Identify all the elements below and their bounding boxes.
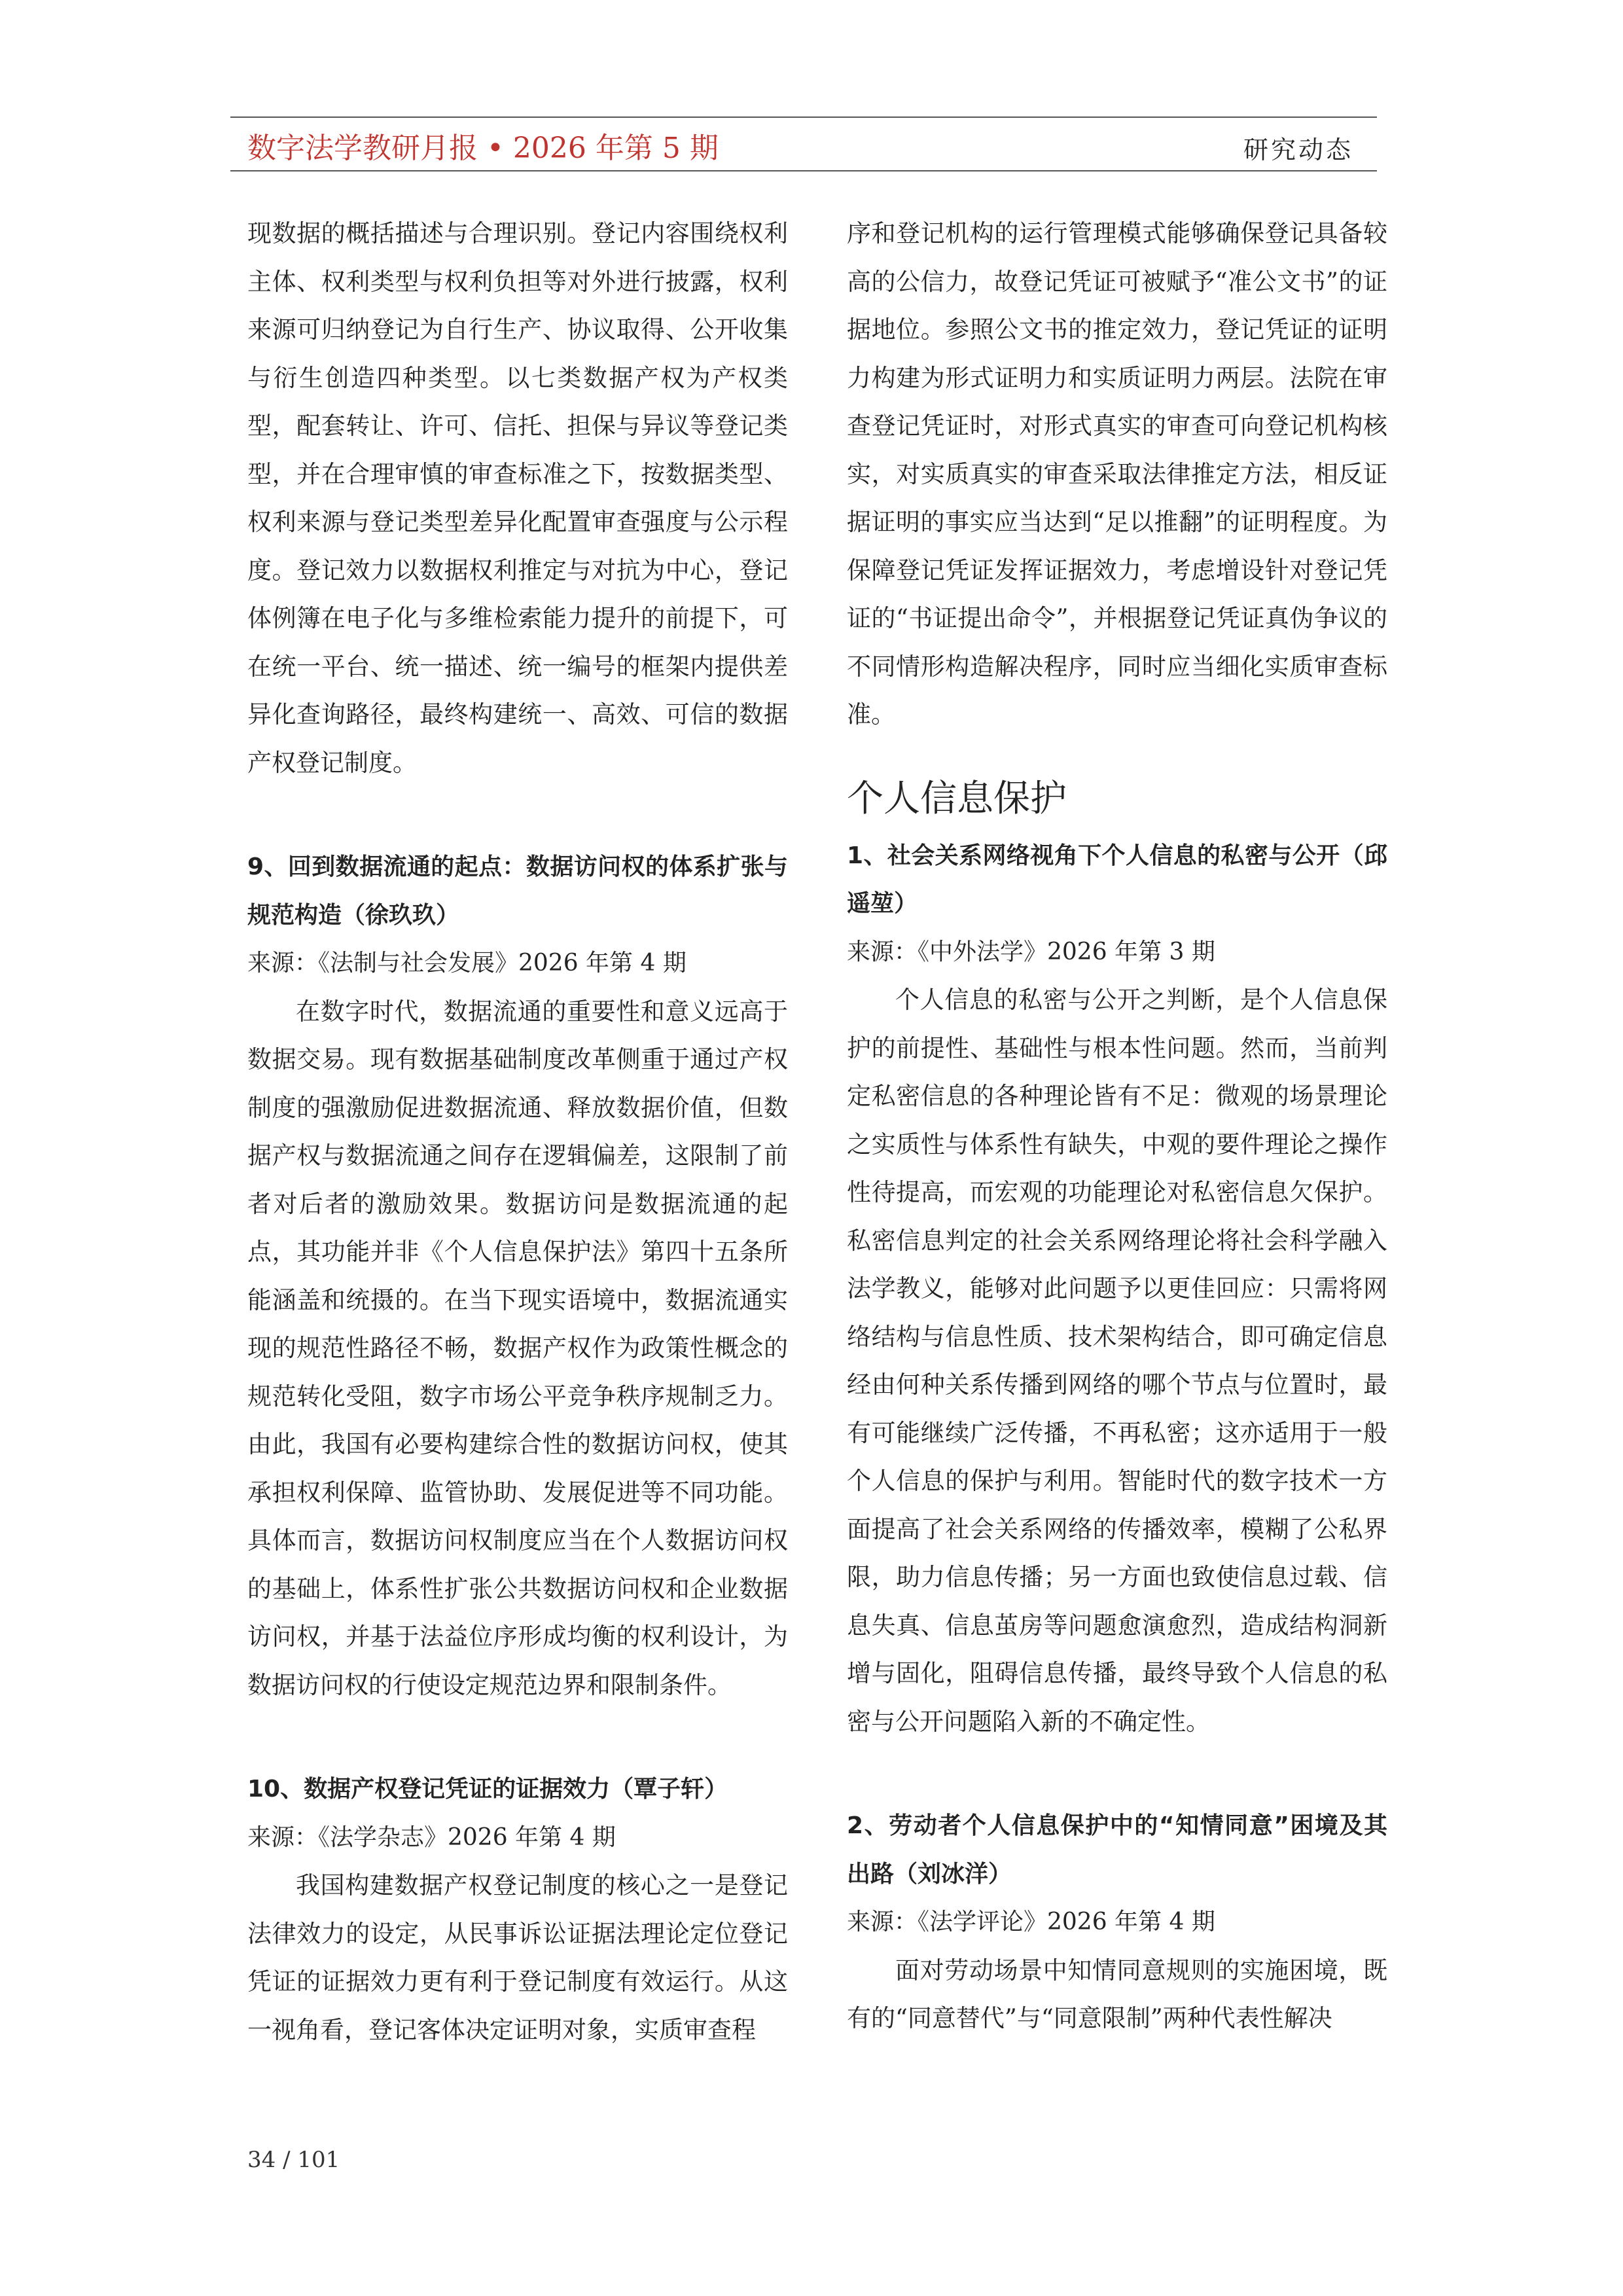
article-title-9: 9、回到数据流通的起点：数据访问权的体系扩张与规范构造（徐玖玖）	[247, 853, 788, 929]
article-body-b1: 个人信息的私密与公开之判断，是个人信息保护的前提性、基础性与根本性问题。然而，当前判定私密信息的各种理论皆有不足：微观的场景理论之实质性与体系性有缺失，中观的要件理论之操作性待提高，而宏观的功能理论对私密信息欠保护。私密信息判定的社会关系网络理论将社会科学融入法学教义，能够对此问题予以更佳回应：只需将网络结构与信息性质、技术架构结合，即可确定信息经由何种关系传播到网络的哪个节点与位置时，最有可能继续广泛传播，不再私密；这亦适用于一般个人信息的保护与利用。智能时代的数字技术一方面提高了社会关系网络的传播效率，模糊了公私界限，助力信息传播；另一方面也致使信息过载、信息失真、信息茧房等问题愈演愈烈，造成结构洞新增与固化，阻碍信息传播，最终导致个人信息的私密与公开问题陷入新的不确定性。	[847, 986, 1387, 1736]
page-number: 34 / 101	[247, 2147, 340, 2173]
article-title-b1: 1、社会关系网络视角下个人信息的私密与公开（邱遥堃）	[847, 842, 1387, 917]
journal-title: 数字法学教研月报 • 2026 年第 5 期	[247, 132, 719, 165]
article-body-b2: 面对劳动场景中知情同意规则的实施困境，既有的“同意替代”与“同意限制”两种代表性解决	[847, 1956, 1387, 2032]
article-source-b1: 来源：《中外法学》2026 年第 3 期	[847, 938, 1215, 965]
paragraph-continued: 现数据的概括描述与合理识别。登记内容围绕权利主体、权利类型与权利负担等对外进行披露，权利来源可归纳登记为自行生产、协议取得、公开收集与衍生创造四种类型。以七类数据产权为产权类型，配套转让、许可、信托、担保与异议等登记类型，并在合理审慎的审查标准之下，按数据类型、权利来源与登记类型差异化配置审查强度与公示程度。登记效力以数据权利推定与对抗为中心，登记体例簿在电子化与多维检索能力提升的前提下，可在统一平台、统一描述、统一编号的框架内提供差异化查询路径，最终构建统一、高效、可信的数据产权登记制度。	[247, 219, 788, 777]
article-title-b2: 2、劳动者个人信息保护中的“知情同意”困境及其出路（刘冰洋）	[847, 1812, 1387, 1888]
article-body-9: 在数字时代，数据流通的重要性和意义远高于数据交易。现有数据基础制度改革侧重于通过产权制度的强激励促进数据流通、释放数据价值，但数据产权与数据流通之间存在逻辑偏差，这限制了前者对后者的激励效果。数据访问是数据流通的起点，其功能并非《个人信息保护法》第四十五条所能涵盖和统摄的。在当下现实语境中，数据流通实现的规范性路径不畅，数据产权作为政策性概念的规范转化受阻，数字市场公平竞争秩序规制乏力。由此，我国有必要构建综合性的数据访问权，使其承担权利保障、监管协助、发展促进等不同功能。具体而言，数据访问权制度应当在个人数据访问权的基础上，体系性扩张公共数据访问权和企业数据访问权，并基于法益位序形成均衡的权利设计，为数据访问权的行使设定规范边界和限制条件。	[247, 997, 788, 1699]
left-column	[247, 209, 788, 2054]
article-body-10: 我国构建数据产权登记制度的核心之一是登记法律效力的设定，从民事诉讼证据法理论定位登记凭证的证据效力更有利于登记制度有效运行。从这一视角看，登记客体决定证明对象，实质审查程	[247, 1871, 788, 2044]
article-source-9: 来源：《法制与社会发展》2026 年第 4 期	[247, 950, 687, 977]
article-title-10: 10、数据产权登记凭证的证据效力（覃子轩）	[247, 1776, 728, 1803]
section-heading: 个人信息保护	[847, 777, 1067, 820]
header-rule-top	[230, 117, 1377, 118]
article-source-10: 来源：《法学杂志》2026 年第 4 期	[247, 1823, 616, 1851]
article-source-b2: 来源：《法学评论》2026 年第 4 期	[847, 1909, 1215, 1935]
right-column	[847, 209, 1387, 2043]
paragraph-continued-right: 序和登记机构的运行管理模式能够确保登记具备较高的公信力，故登记凭证可被赋予“准公文书”的证据地位。参照公文书的推定效力，登记凭证的证明力构建为形式证明力和实质证明力两层。法院在审查登记凭证时，对形式真实的审查可向登记机构核实，对实质真实的审查采取法律推定方法，相反证据证明的事实应当达到“足以推翻”的证明程度。为保障登记凭证发挥证据效力，考虑增设针对登记凭证的“书证提出命令”，并根据登记凭证真伪争议的不同情形构造解决程序，同时应当细化实质审查标准。	[847, 219, 1387, 728]
section-tag: 研究动态	[1243, 135, 1354, 164]
header-rule-bottom	[230, 170, 1377, 171]
